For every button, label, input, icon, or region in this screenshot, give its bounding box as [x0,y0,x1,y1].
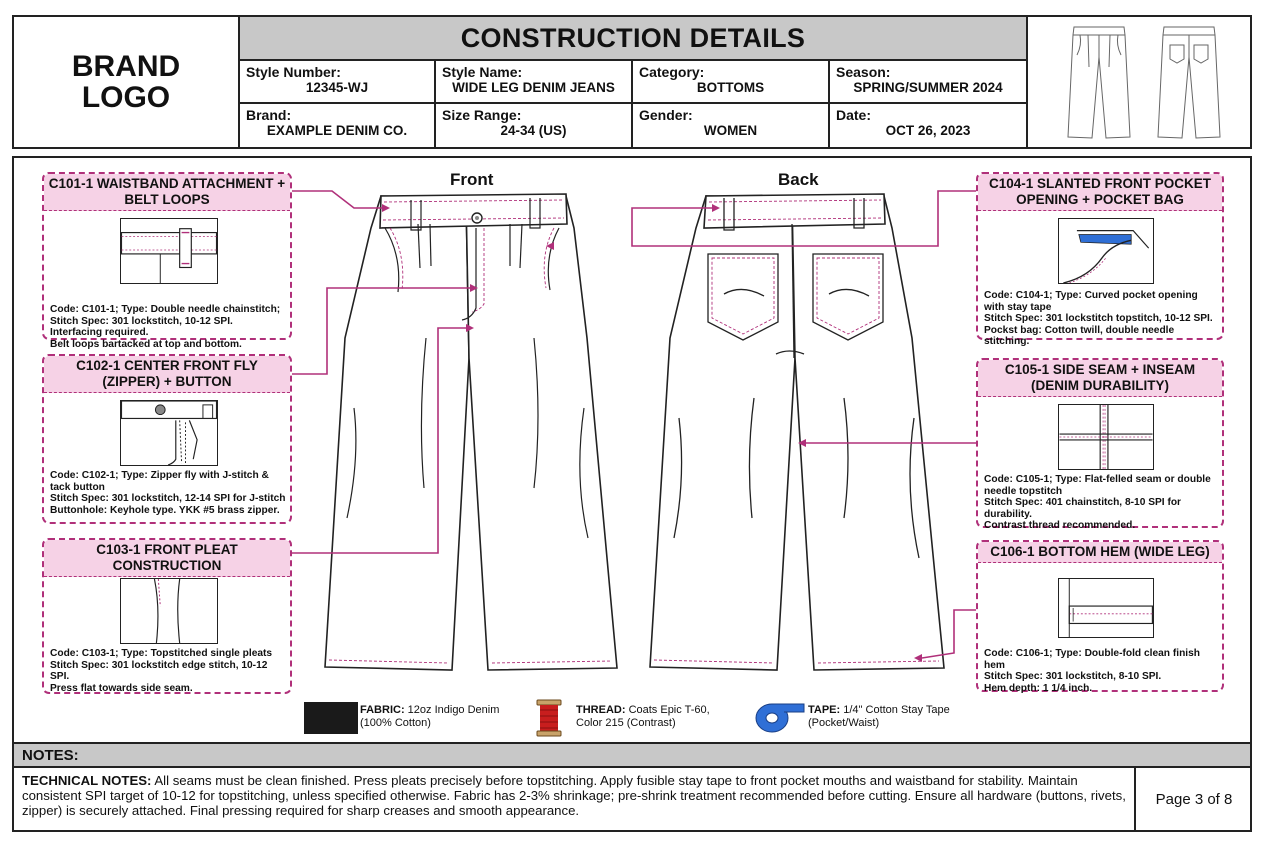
callout-line: Code: C103-1; Type: Topstitched single pleats [50,648,273,659]
callout-line: Interfacing required. [50,327,149,339]
callout-line: Press flat towards side seam. [50,682,193,694]
callout-line: Code: C104-1; Type: Curved pocket opening with stay tape [984,290,1198,313]
fabric-swatch-icon [304,702,358,734]
legend-text: Color 215 (Contrast) [576,717,676,729]
field-value: WIDE LEG DENIM JEANS [452,80,615,95]
callout-line: Stitch Spec: 301 lockstitch, 8-10 SPI. [984,671,1162,683]
callout-line: Code: C105-1; Type: Flat-felled seam or double needle topstitch [984,474,1211,497]
callout-line: Stitch Spec: 401 chainstitch, 8-10 SPI for durability. [984,497,1182,520]
thread-spool-icon [534,698,564,738]
field-value: WOMEN [703,123,758,138]
callout-line: Buttonhole: Keyhole type. YKK #5 brass zipper. [50,504,280,516]
front-view-label: Front [450,170,494,189]
legend-label: THREAD: [576,704,626,716]
callout-bottom-hem [976,540,1224,692]
callout-title: C106-1 BOTTOM HEM (WIDE LEG) [978,542,1222,563]
callout-text [984,474,1219,532]
field-value: BOTTOMS [696,80,765,95]
stay-tape-roll-icon [754,702,806,734]
callout-front-pocket [976,172,1224,348]
field-label: Category: [639,64,705,80]
legend-text: (100% Cotton) [360,717,431,729]
size-range-cell [436,104,633,147]
construction-panel [12,156,1252,832]
brand-logo-line1: BRAND [71,50,181,83]
callout-line: Hem depth: 1 1/4 inch. [984,682,1093,694]
pleat-detail-icon [120,578,218,644]
callout-title: C104-1 SLANTED FRONT POCKET OPENING + POCKET BAG [978,174,1222,211]
brand-logo [14,17,240,147]
legend-text: Coats Epic T-60, [628,704,710,716]
callout-front-pleat [42,538,292,694]
legend-text: (Pocket/Waist) [808,717,880,729]
field-value: OCT 26, 2023 [885,123,971,138]
legend-text: 12oz Indigo Denim [407,704,500,716]
front-view-drawing [325,194,617,670]
field-label: Style Number: [246,64,341,80]
style-name-cell [436,61,633,104]
callout-center-front-fly [42,354,292,524]
back-view-label: Back [778,170,819,189]
tape-legend [808,704,950,730]
brand-cell [240,104,436,147]
notes-heading: NOTES: [14,742,1250,768]
technical-notes [14,768,1136,830]
notes-label: TECHNICAL NOTES: [22,773,152,788]
field-label: Date: [836,107,872,123]
waistband-detail-icon [120,218,218,284]
callout-waistband [42,172,292,350]
callout-title: C101-1 WAISTBAND ATTACHMENT + BELT LOOPS [44,174,290,211]
callout-title: C105-1 SIDE SEAM + INSEAM (DENIM DURABILITY) [978,360,1222,397]
notes-text: All seams must be clean finished. Press pleats precisely before topstitching. Apply fusible stay tape to front pocket mouths and waistband for stability. Maintain consistent SPI target of 10-12 for topstitching, unless specified otherwise. Fabric has 2-3% shrinkage; pre-shrink treatment recommended before cutting. Ensure all hardware (buttons, rivets, zipper) is securely attached. Final pressing required for sharp creases and smooth appearance. [22,773,1126,819]
flat-sketch-thumbnails [1026,17,1250,147]
field-value: 24-34 (US) [500,123,567,138]
field-label: Gender: [639,107,693,123]
callout-title: C102-1 CENTER FRONT FLY (ZIPPER) + BUTTON [44,356,290,393]
season-cell [830,61,1026,104]
callout-line: Stitch Spec: 301 lockstitch, 10-12 SPI. [50,315,233,327]
page-title: CONSTRUCTION DETAILS [240,17,1026,61]
spec-header [12,15,1252,149]
callout-line: Code: C102-1; Type: Zipper fly with J-stitch & tack button [50,470,269,493]
callout-side-seam [976,358,1224,532]
callout-line: Contrast thread recommended. [984,520,1136,532]
callout-text [984,648,1219,694]
callout-line: Stitch Spec: 301 lockstitch topstitch, 10-12 SPI. [984,313,1213,325]
field-value: EXAMPLE DENIM CO. [266,123,408,138]
callout-line: Pockst bag: Cotton twill, double needle stitching. [984,324,1175,348]
callout-text [50,304,287,350]
legend-label: FABRIC: [360,704,405,716]
field-value: SPRING/SUMMER 2024 [853,80,1003,95]
field-label: Season: [836,64,891,80]
callout-title: C103-1 FRONT PLEAT CONSTRUCTION [44,540,290,577]
pants-thumbnail-icon [1028,17,1252,147]
seam-detail-icon [1058,404,1154,470]
thread-legend [576,704,710,730]
callout-line: Code: C106-1; Type: Double-fold clean finish hem [984,648,1201,671]
field-value: 12345-WJ [305,80,369,95]
brand-logo-line2: LOGO [81,81,171,114]
zipper-fly-detail-icon [120,400,218,466]
style-info-grid [240,61,1026,147]
callout-text [50,648,287,694]
callout-line: Stitch Spec: 301 lockstitch, 12-14 SPI for J-stitch [50,493,286,505]
field-label: Brand: [246,107,292,123]
legend-text: 1/4" Cotton Stay Tape [843,704,950,716]
callout-line: Stitch Spec: 301 lockstitch edge stitch, 10-12 SPI. [50,659,268,683]
callout-line: Belt loops bartacked at top and bottom. [50,338,242,350]
category-cell [633,61,830,104]
field-label: Size Range: [442,107,522,123]
page-number: Page 3 of 8 [1155,790,1233,808]
callout-text [984,290,1219,348]
date-cell [830,104,1026,147]
fabric-legend [360,704,499,730]
pocket-detail-icon [1058,218,1154,284]
back-view-drawing [650,194,944,670]
field-label: Style Name: [442,64,523,80]
style-number-cell [240,61,436,104]
legend-label: TAPE: [808,704,841,716]
gender-cell [633,104,830,147]
callout-text [50,470,287,516]
hem-detail-icon [1058,578,1154,638]
callout-line: Code: C101-1; Type: Double needle chainstitch; [50,304,281,315]
